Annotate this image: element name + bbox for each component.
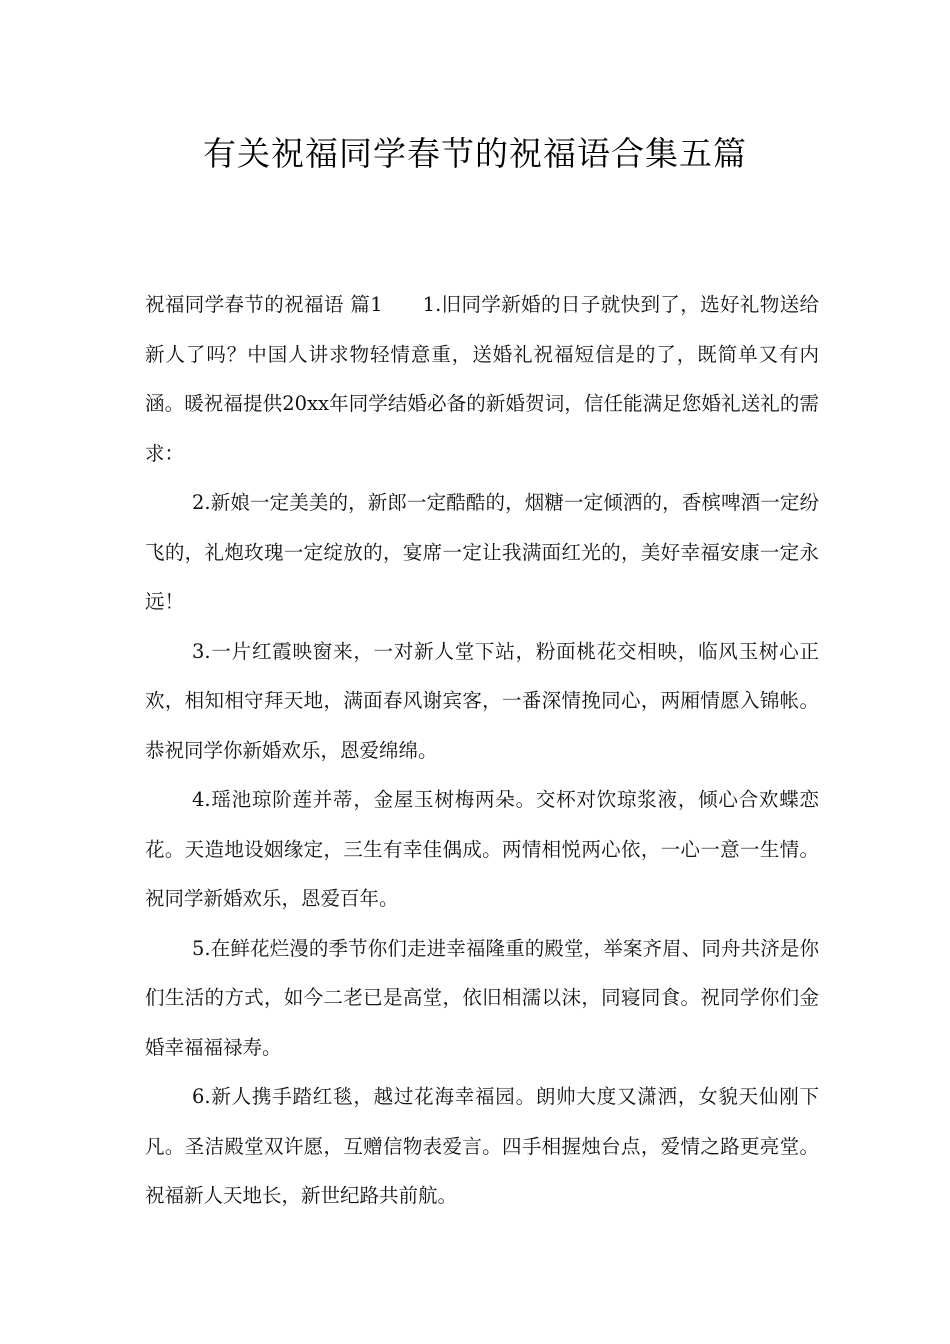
paragraph-1 bbox=[145, 280, 819, 478]
document-body bbox=[145, 280, 819, 1221]
paragraph-5: 5.在鲜花烂漫的季节你们走进幸福隆重的殿堂，举案齐眉、同舟共济是你们生活的方式，如今二老已是高堂，依旧相濡以沫，同寝同食。祝同学你们金婚幸福福禄寿。 bbox=[145, 936, 819, 1059]
paragraph-3: 3.一片红霞映窗来，一对新人堂下站，粉面桃花交相映，临风玉树心正欢，相知相守拜天地，满面春风谢宾客，一番深情挽同心，两厢情愿入锦帐。恭祝同学你新婚欢乐，恩爱绵绵。 bbox=[145, 639, 819, 762]
paragraph-text: 1.旧同学新婚的日子就快到了，选好礼物送给新人了吗？中国人讲求物轻情意重，送婚礼祝福短信是的了，既简单又有内涵。暖祝福提供20xx年同学结婚必备的新婚贺词，信任能满足您婚礼送礼的需求： bbox=[145, 293, 819, 465]
section-label: 祝福同学春节的祝福语 篇1 bbox=[145, 293, 383, 316]
page-title: 有关祝福同学春节的祝福语合集五篇 bbox=[203, 134, 747, 173]
paragraph-6: 6.新人携手踏红毯，越过花海幸福园。朗帅大度又潇洒，女貌天仙刚下凡。圣洁殿堂双许愿，互赠信物表爱言。四手相握烛台点，爱情之路更亮堂。祝福新人天地长，新世纪路共前航。 bbox=[145, 1085, 819, 1207]
paragraph-4: 4.瑶池琼阶莲并蒂，金屋玉树梅两朵。交杯对饮琼浆液，倾心合欢蝶恋花。天造地设姻缘定，三生有幸佳偶成。两情相悦两心依，一心一意一生情。祝同学新婚欢乐，恩爱百年。 bbox=[145, 788, 819, 910]
paragraph-2: 2.新娘一定美美的，新郎一定酷酷的，烟糖一定倾洒的，香槟啤酒一定纷飞的，礼炮玫瑰一定绽放的，宴席一定让我满面红光的，美好幸福安康一定永远！ bbox=[145, 491, 819, 613]
